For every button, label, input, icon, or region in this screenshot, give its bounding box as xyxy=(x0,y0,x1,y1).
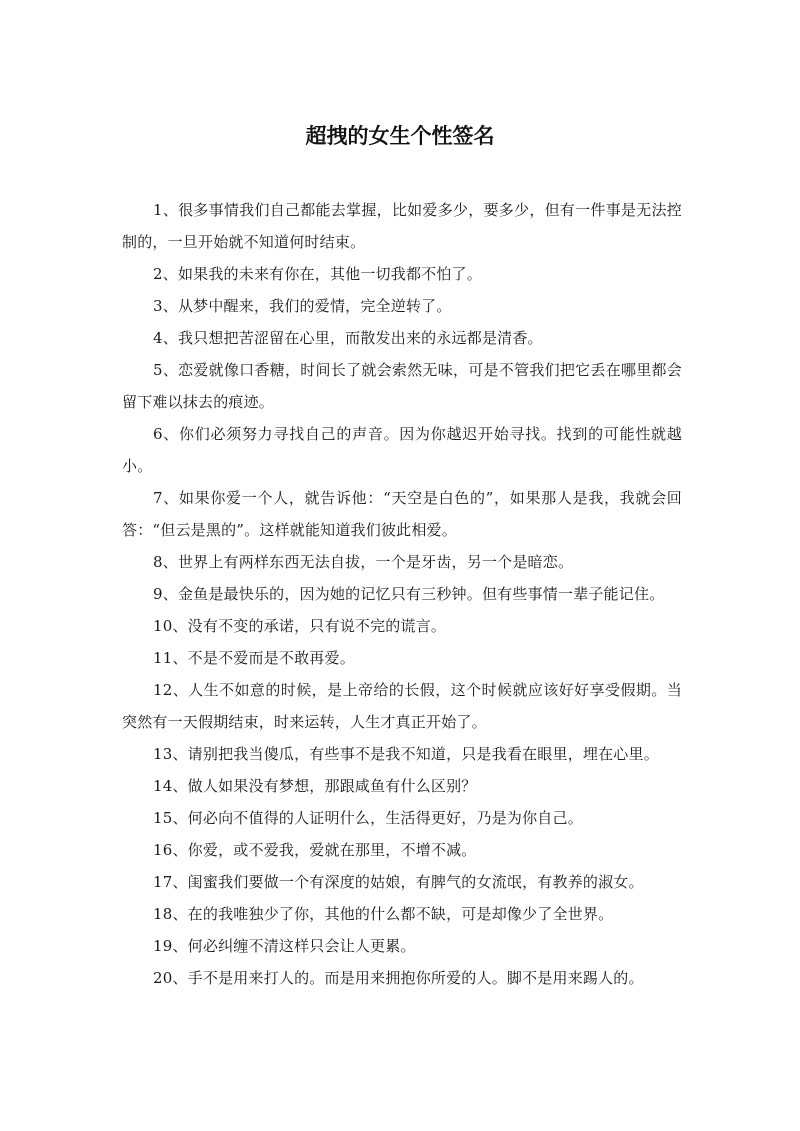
list-item: 6、你们必须努力寻找自己的声音。因为你越迟开始寻找。找到的可能性就越小。 xyxy=(122,425,682,475)
list-item: 8、世界上有两样东西无法自拔，一个是牙齿，另一个是暗恋。 xyxy=(153,553,574,571)
list-item: 17、闺蜜我们要做一个有深度的姑娘，有脾气的女流氓，有教养的淑女。 xyxy=(153,873,644,891)
list-item: 12、人生不如意的时候，是上帝给的长假，这个时候就应该好好享受假期。当突然有一天假期结束，时来运转，人生才真正开始了。 xyxy=(122,681,682,731)
list-item: 4、我只想把苦涩留在心里，而散发出来的永远都是清香。 xyxy=(153,329,543,347)
list-item: 19、何必纠缠不清这样只会让人更累。 xyxy=(153,937,416,955)
list-item: 10、没有不变的承诺，只有说不完的谎言。 xyxy=(153,617,447,635)
list-item: 11、不是不爱而是不敢再爱。 xyxy=(153,649,355,667)
list-item: 2、如果我的未来有你在，其他一切我都不怕了。 xyxy=(153,265,482,283)
list-item: 3、从梦中醒来，我们的爱情，完全逆转了。 xyxy=(153,297,452,315)
document-title: 超拽的女生个性签名 xyxy=(305,124,495,148)
list-item: 18、在的我唯独少了你，其他的什么都不缺，可是却像少了全世界。 xyxy=(153,905,614,923)
list-item: 20、手不是用来打人的。而是用来拥抱你所爱的人。脚不是用来踢人的。 xyxy=(153,969,644,987)
list-item: 5、恋爱就像口香糖，时间长了就会索然无味，可是不管我们把它丢在哪里都会留下难以抹去的痕迹。 xyxy=(122,361,682,411)
list-item: 16、你爱，或不爱我，爱就在那里，不增不减。 xyxy=(153,841,477,859)
list-item: 15、何必向不值得的人证明什么，生活得更好，乃是为你自己。 xyxy=(153,809,583,827)
list-item: 7、如果你爱一个人，就告诉他：“天空是白色的”，如果那人是我，我就会回答：“但云是黑的”。这样就能知道我们彼此相爱。 xyxy=(122,489,682,539)
signature-list xyxy=(122,194,682,994)
list-item: 9、金鱼是最快乐的，因为她的记忆只有三秒钟。但有些事情一辈子能记住。 xyxy=(153,585,665,603)
list-item: 14、做人如果没有梦想，那跟咸鱼有什么区别？ xyxy=(153,777,477,795)
list-item: 1、很多事情我们自己都能去掌握，比如爱多少，要多少，但有一件事是无法控制的，一旦开始就不知道何时结束。 xyxy=(122,201,682,251)
list-item: 13、请别把我当傻瓜，有些事不是我不知道，只是我看在眼里，埋在心里。 xyxy=(153,745,659,763)
